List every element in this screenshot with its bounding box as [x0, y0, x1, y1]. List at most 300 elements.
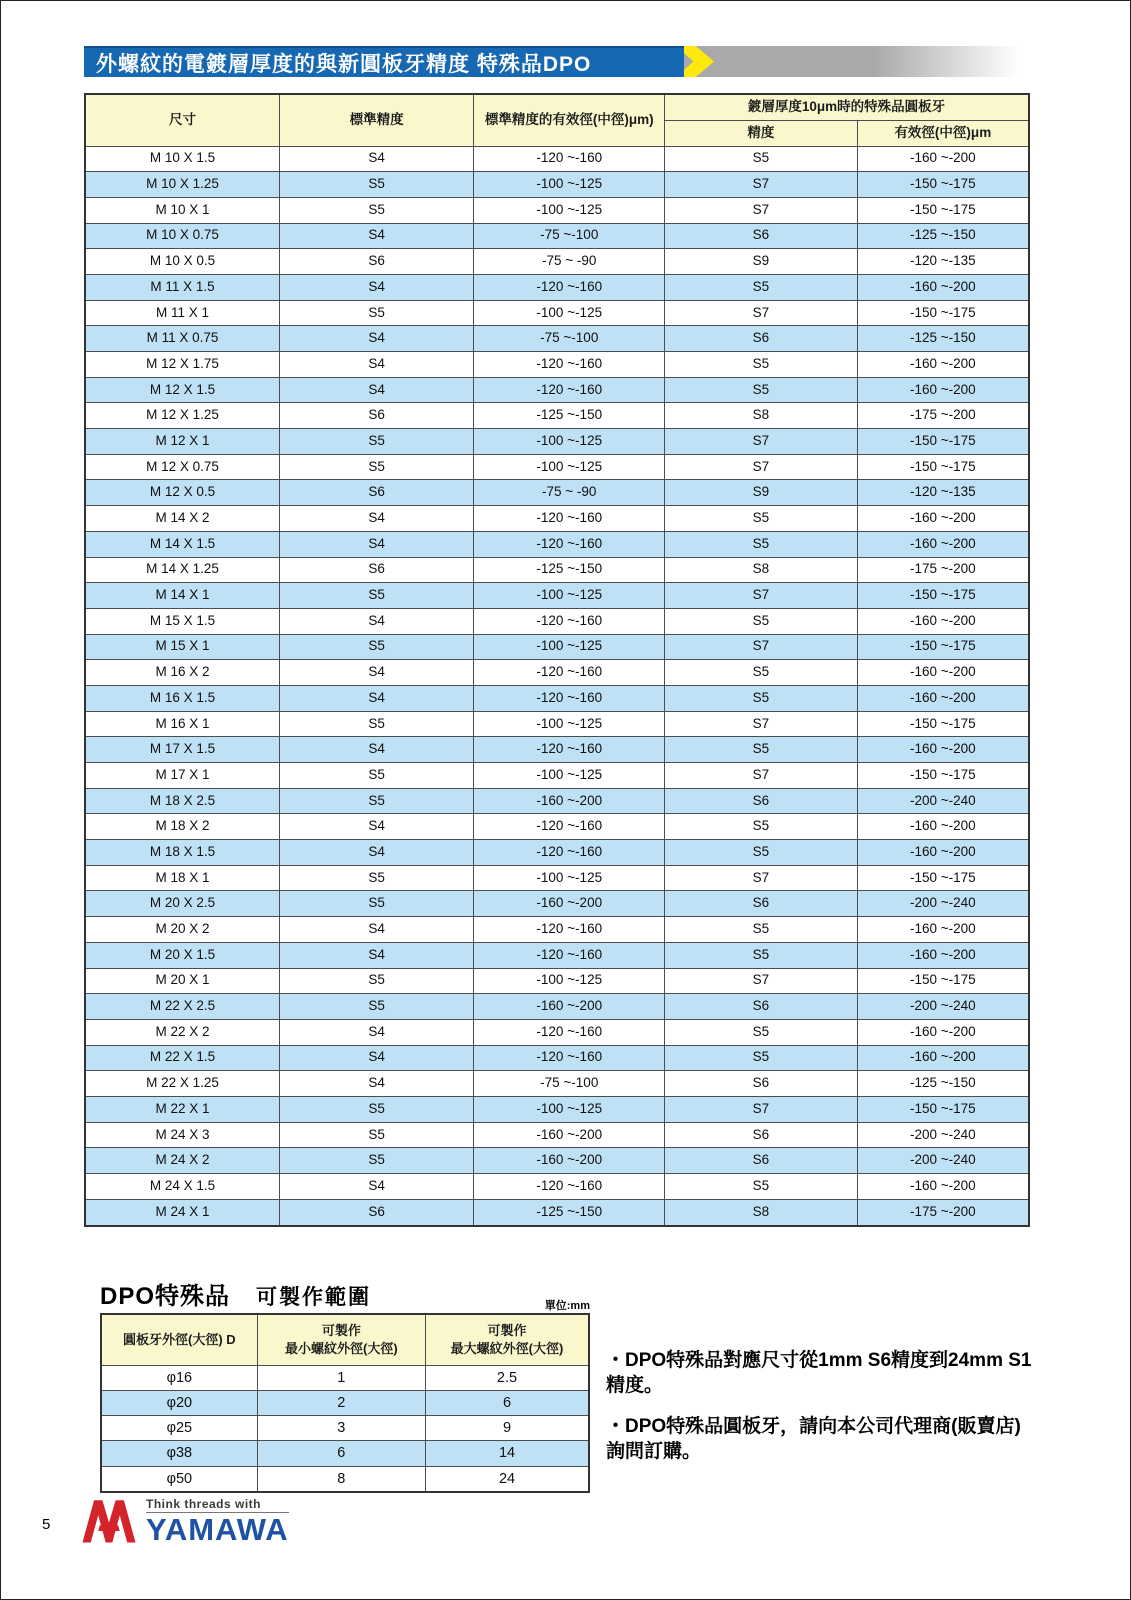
- table-row: [85, 172, 1029, 198]
- std-precision-cell: S4: [279, 223, 473, 249]
- sp-range-cell: -150 ~-175: [857, 711, 1029, 737]
- max-od-cell: 24: [426, 1466, 589, 1492]
- std-precision-cell: S5: [279, 891, 473, 917]
- sp-precision-cell: S6: [665, 1148, 858, 1174]
- table-row: [101, 1391, 589, 1416]
- sp-precision-cell: S7: [665, 968, 858, 994]
- sp-range-cell: -160 ~-200: [857, 1174, 1029, 1200]
- die-od-cell: φ38: [101, 1441, 257, 1466]
- sp-precision-cell: S6: [665, 891, 858, 917]
- sp-precision-cell: S5: [665, 942, 858, 968]
- size-cell: M 10 X 1.5: [85, 146, 279, 172]
- dpo-title-sub: 可製作範圍: [256, 1286, 372, 1309]
- table-row: [101, 1416, 589, 1441]
- sp-precision-cell: S7: [665, 865, 858, 891]
- table-row: [85, 1174, 1029, 1200]
- std-range-cell: -100 ~-125: [474, 763, 665, 789]
- min-od-cell: 8: [257, 1466, 425, 1492]
- std-range-cell: -120 ~-160: [474, 660, 665, 686]
- note-text: ・DPO特殊品對應尺寸從1mm S6精度到24mm S1精度。: [606, 1350, 1032, 1397]
- table-row: [85, 660, 1029, 686]
- header-sp-range: 有效徑(中徑)μm: [857, 120, 1029, 146]
- sp-precision-cell: S7: [665, 763, 858, 789]
- note-text: ・DPO特殊品圓板牙，請向本公司代理商(販賣店)詢問訂購。: [606, 1416, 1021, 1463]
- sp-precision-cell: S6: [665, 1071, 858, 1097]
- size-cell: M 17 X 1.5: [85, 737, 279, 763]
- size-cell: M 11 X 0.75: [85, 326, 279, 352]
- size-cell: M 24 X 1: [85, 1199, 279, 1226]
- std-range-cell: -75 ~ -90: [474, 249, 665, 275]
- sp-range-cell: -160 ~-200: [857, 531, 1029, 557]
- std-precision-cell: S4: [279, 1071, 473, 1097]
- std-precision-cell: S5: [279, 300, 473, 326]
- size-cell: M 16 X 2: [85, 660, 279, 686]
- header-die-od: 圓板牙外徑(大徑) D: [101, 1314, 257, 1366]
- std-precision-cell: S6: [279, 249, 473, 275]
- sp-precision-cell: S5: [665, 814, 858, 840]
- table-row: [85, 1199, 1029, 1226]
- std-precision-cell: S6: [279, 403, 473, 429]
- table-row: [85, 788, 1029, 814]
- size-cell: M 12 X 0.75: [85, 454, 279, 480]
- sp-range-cell: -120 ~-135: [857, 249, 1029, 275]
- std-range-cell: -75 ~-100: [474, 326, 665, 352]
- header-min-od-line2: 最小螺紋外徑(大徑): [285, 1341, 398, 1356]
- table-row: [101, 1466, 589, 1492]
- dpo-range-table: [100, 1313, 590, 1493]
- sp-range-cell: -160 ~-200: [857, 506, 1029, 532]
- size-cell: M 18 X 2.5: [85, 788, 279, 814]
- sp-precision-cell: S7: [665, 454, 858, 480]
- table-row: [85, 711, 1029, 737]
- sp-range-cell: -160 ~-200: [857, 1019, 1029, 1045]
- size-cell: M 20 X 1.5: [85, 942, 279, 968]
- std-precision-cell: S4: [279, 814, 473, 840]
- die-od-cell: φ20: [101, 1391, 257, 1416]
- table-row: [85, 583, 1029, 609]
- std-precision-cell: S5: [279, 172, 473, 198]
- table-row: [85, 994, 1029, 1020]
- std-precision-cell: S4: [279, 377, 473, 403]
- std-precision-cell: S6: [279, 557, 473, 583]
- sp-range-cell: -160 ~-200: [857, 1045, 1029, 1071]
- std-precision-cell: S4: [279, 685, 473, 711]
- table-row: [85, 608, 1029, 634]
- table-row: [85, 763, 1029, 789]
- std-range-cell: -120 ~-160: [474, 506, 665, 532]
- std-precision-cell: S5: [279, 1122, 473, 1148]
- std-range-cell: -120 ~-160: [474, 917, 665, 943]
- sp-range-cell: -150 ~-175: [857, 197, 1029, 223]
- size-cell: M 11 X 1: [85, 300, 279, 326]
- die-od-cell: φ16: [101, 1366, 257, 1391]
- std-range-cell: -160 ~-200: [474, 891, 665, 917]
- header-max-od: [426, 1314, 589, 1366]
- std-range-cell: -75 ~-100: [474, 1071, 665, 1097]
- sp-range-cell: -160 ~-200: [857, 377, 1029, 403]
- std-precision-cell: S5: [279, 197, 473, 223]
- size-cell: M 10 X 0.5: [85, 249, 279, 275]
- sp-precision-cell: S5: [665, 608, 858, 634]
- sp-precision-cell: S7: [665, 197, 858, 223]
- sp-precision-cell: S6: [665, 326, 858, 352]
- std-range-cell: -160 ~-200: [474, 1148, 665, 1174]
- std-range-cell: -100 ~-125: [474, 172, 665, 198]
- std-range-cell: -120 ~-160: [474, 1045, 665, 1071]
- sp-range-cell: -150 ~-175: [857, 300, 1029, 326]
- table-row: [85, 197, 1029, 223]
- sp-precision-cell: S9: [665, 249, 858, 275]
- header-size: 尺寸: [85, 94, 279, 146]
- std-precision-cell: S4: [279, 146, 473, 172]
- table-row: [85, 737, 1029, 763]
- table-row: [85, 1096, 1029, 1122]
- plating-precision-table: [84, 93, 1030, 1227]
- sp-precision-cell: S5: [665, 685, 858, 711]
- std-range-cell: -120 ~-160: [474, 377, 665, 403]
- sp-precision-cell: S7: [665, 634, 858, 660]
- sp-precision-cell: S7: [665, 300, 858, 326]
- std-precision-cell: S5: [279, 583, 473, 609]
- size-cell: M 14 X 2: [85, 506, 279, 532]
- size-cell: M 22 X 1.25: [85, 1071, 279, 1097]
- table-row: [85, 326, 1029, 352]
- sp-precision-cell: S5: [665, 506, 858, 532]
- size-cell: M 18 X 1.5: [85, 840, 279, 866]
- table-row: [85, 917, 1029, 943]
- sp-range-cell: -200 ~-240: [857, 788, 1029, 814]
- sp-range-cell: -160 ~-200: [857, 917, 1029, 943]
- std-range-cell: -100 ~-125: [474, 583, 665, 609]
- sp-range-cell: -150 ~-175: [857, 763, 1029, 789]
- min-od-cell: 2: [257, 1391, 425, 1416]
- std-range-cell: -120 ~-160: [474, 942, 665, 968]
- std-precision-cell: S5: [279, 454, 473, 480]
- yamawa-mark-icon: [80, 1497, 138, 1545]
- table-row: [85, 429, 1029, 455]
- die-od-cell: φ25: [101, 1416, 257, 1441]
- sp-range-cell: -160 ~-200: [857, 840, 1029, 866]
- sp-precision-cell: S8: [665, 1199, 858, 1226]
- size-cell: M 14 X 1: [85, 583, 279, 609]
- size-cell: M 22 X 1: [85, 1096, 279, 1122]
- size-cell: M 18 X 2: [85, 814, 279, 840]
- size-cell: M 15 X 1: [85, 634, 279, 660]
- table-row: [85, 1045, 1029, 1071]
- page-number: 5: [42, 1516, 51, 1533]
- table-row: [85, 454, 1029, 480]
- sp-precision-cell: S7: [665, 1096, 858, 1122]
- sp-precision-cell: S5: [665, 737, 858, 763]
- table-row: [85, 480, 1029, 506]
- sp-precision-cell: S5: [665, 146, 858, 172]
- size-cell: M 14 X 1.5: [85, 531, 279, 557]
- table-row: [101, 1366, 589, 1391]
- table-row: [85, 1071, 1029, 1097]
- header-special-group: 鍍層厚度10μm時的特殊品圓板牙: [665, 94, 1029, 120]
- std-range-cell: -125 ~-150: [474, 403, 665, 429]
- sp-range-cell: -150 ~-175: [857, 1096, 1029, 1122]
- logo-text-block: [146, 1498, 289, 1545]
- size-cell: M 20 X 2: [85, 917, 279, 943]
- sp-precision-cell: S5: [665, 531, 858, 557]
- std-precision-cell: S4: [279, 660, 473, 686]
- sp-precision-cell: S7: [665, 711, 858, 737]
- table-row: [85, 249, 1029, 275]
- sp-precision-cell: S5: [665, 1019, 858, 1045]
- std-range-cell: -120 ~-160: [474, 814, 665, 840]
- sp-precision-cell: S9: [665, 480, 858, 506]
- plating-precision-table-header: [85, 94, 1029, 146]
- sp-precision-cell: S5: [665, 660, 858, 686]
- table-row: [85, 403, 1029, 429]
- sp-precision-cell: S8: [665, 403, 858, 429]
- sp-range-cell: -200 ~-240: [857, 1122, 1029, 1148]
- table-row: [85, 1148, 1029, 1174]
- std-range-cell: -120 ~-160: [474, 531, 665, 557]
- sp-precision-cell: S5: [665, 1045, 858, 1071]
- page-title: [84, 46, 684, 77]
- size-cell: M 20 X 1: [85, 968, 279, 994]
- header-min-od-line1: 可製作: [321, 1323, 361, 1339]
- std-precision-cell: S5: [279, 1096, 473, 1122]
- std-range-cell: -120 ~-160: [474, 737, 665, 763]
- sp-range-cell: -160 ~-200: [857, 814, 1029, 840]
- std-precision-cell: S4: [279, 608, 473, 634]
- unit-label: 單位:mm: [544, 1300, 590, 1312]
- std-precision-cell: S5: [279, 865, 473, 891]
- table-row: [85, 146, 1029, 172]
- table-row: [85, 377, 1029, 403]
- header-max-od-line2: 最大螺紋外徑(大徑): [450, 1341, 564, 1356]
- min-od-cell: 6: [257, 1441, 425, 1466]
- sp-precision-cell: S6: [665, 1122, 858, 1148]
- std-range-cell: -120 ~-160: [474, 1174, 665, 1200]
- std-range-cell: -100 ~-125: [474, 1096, 665, 1122]
- std-range-cell: -100 ~-125: [474, 197, 665, 223]
- table-row: [101, 1441, 589, 1466]
- sp-range-cell: -160 ~-200: [857, 274, 1029, 300]
- size-cell: M 24 X 1.5: [85, 1174, 279, 1200]
- std-precision-cell: S4: [279, 1174, 473, 1200]
- table-row: [85, 942, 1029, 968]
- logo-tagline: Think threads with: [146, 1498, 289, 1513]
- sp-range-cell: -160 ~-200: [857, 942, 1029, 968]
- size-cell: M 12 X 1.5: [85, 377, 279, 403]
- std-range-cell: -100 ~-125: [474, 300, 665, 326]
- table-row: [85, 274, 1029, 300]
- sp-precision-cell: S7: [665, 583, 858, 609]
- sp-precision-cell: S7: [665, 172, 858, 198]
- table-row: [85, 352, 1029, 378]
- table-row: [85, 840, 1029, 866]
- std-range-cell: -100 ~-125: [474, 865, 665, 891]
- std-precision-cell: S5: [279, 711, 473, 737]
- min-od-cell: 1: [257, 1366, 425, 1391]
- size-cell: M 15 X 1.5: [85, 608, 279, 634]
- size-cell: M 12 X 1.25: [85, 403, 279, 429]
- header-min-od: [257, 1314, 425, 1366]
- std-range-cell: -125 ~-150: [474, 557, 665, 583]
- die-od-cell: φ50: [101, 1466, 257, 1492]
- dpo-notes: [606, 1348, 1036, 1480]
- sp-range-cell: -125 ~-150: [857, 223, 1029, 249]
- std-precision-cell: S4: [279, 1019, 473, 1045]
- sp-range-cell: -200 ~-240: [857, 891, 1029, 917]
- std-precision-cell: S4: [279, 840, 473, 866]
- std-range-cell: -100 ~-125: [474, 429, 665, 455]
- sp-precision-cell: S5: [665, 274, 858, 300]
- sp-range-cell: -150 ~-175: [857, 865, 1029, 891]
- std-precision-cell: S5: [279, 634, 473, 660]
- sp-range-cell: -160 ~-200: [857, 737, 1029, 763]
- sp-range-cell: -160 ~-200: [857, 685, 1029, 711]
- min-od-cell: 3: [257, 1416, 425, 1441]
- sp-range-cell: -150 ~-175: [857, 968, 1029, 994]
- table-row: [85, 814, 1029, 840]
- sp-range-cell: -150 ~-175: [857, 454, 1029, 480]
- max-od-cell: 6: [426, 1391, 589, 1416]
- table-row: [85, 223, 1029, 249]
- sp-range-cell: -160 ~-200: [857, 146, 1029, 172]
- sp-precision-cell: S6: [665, 788, 858, 814]
- title-banner: [84, 46, 1030, 77]
- std-precision-cell: S5: [279, 968, 473, 994]
- size-cell: M 10 X 1.25: [85, 172, 279, 198]
- sp-precision-cell: S5: [665, 352, 858, 378]
- table-row: [85, 1019, 1029, 1045]
- dpo-title-main: DPO特殊品: [100, 1283, 231, 1310]
- std-range-cell: -120 ~-160: [474, 685, 665, 711]
- header-sp-precision: 精度: [665, 120, 858, 146]
- size-cell: M 22 X 2.5: [85, 994, 279, 1020]
- sp-range-cell: -175 ~-200: [857, 1199, 1029, 1226]
- std-range-cell: -120 ~-160: [474, 840, 665, 866]
- table-row: [85, 1122, 1029, 1148]
- std-precision-cell: S6: [279, 1199, 473, 1226]
- std-range-cell: -75 ~-100: [474, 223, 665, 249]
- size-cell: M 18 X 1: [85, 865, 279, 891]
- std-precision-cell: S4: [279, 274, 473, 300]
- std-range-cell: -120 ~-160: [474, 608, 665, 634]
- sp-range-cell: -150 ~-175: [857, 634, 1029, 660]
- sp-range-cell: -200 ~-240: [857, 1148, 1029, 1174]
- sp-range-cell: -160 ~-200: [857, 352, 1029, 378]
- size-cell: M 10 X 1: [85, 197, 279, 223]
- std-range-cell: -100 ~-125: [474, 711, 665, 737]
- sp-range-cell: -200 ~-240: [857, 994, 1029, 1020]
- std-precision-cell: S4: [279, 737, 473, 763]
- table-row: [85, 506, 1029, 532]
- size-cell: M 12 X 0.5: [85, 480, 279, 506]
- size-cell: M 12 X 1.75: [85, 352, 279, 378]
- size-cell: M 22 X 1.5: [85, 1045, 279, 1071]
- std-precision-cell: S4: [279, 326, 473, 352]
- sp-precision-cell: S6: [665, 223, 858, 249]
- sp-range-cell: -125 ~-150: [857, 1071, 1029, 1097]
- size-cell: M 12 X 1: [85, 429, 279, 455]
- std-precision-cell: S4: [279, 531, 473, 557]
- yamawa-logo: [80, 1497, 289, 1545]
- size-cell: M 10 X 0.75: [85, 223, 279, 249]
- sp-precision-cell: S6: [665, 994, 858, 1020]
- std-range-cell: -100 ~-125: [474, 968, 665, 994]
- std-range-cell: -75 ~ -90: [474, 480, 665, 506]
- sp-precision-cell: S5: [665, 377, 858, 403]
- max-od-cell: 14: [426, 1441, 589, 1466]
- std-precision-cell: S5: [279, 763, 473, 789]
- header-max-od-line1: 可製作: [487, 1323, 527, 1339]
- table-row: [85, 557, 1029, 583]
- table-row: [85, 300, 1029, 326]
- size-cell: M 17 X 1: [85, 763, 279, 789]
- max-od-cell: 9: [426, 1416, 589, 1441]
- std-precision-cell: S5: [279, 429, 473, 455]
- table-row: [85, 968, 1029, 994]
- table-row: [85, 891, 1029, 917]
- std-range-cell: -100 ~-125: [474, 634, 665, 660]
- size-cell: M 24 X 3: [85, 1122, 279, 1148]
- sp-precision-cell: S7: [665, 429, 858, 455]
- size-cell: M 16 X 1: [85, 711, 279, 737]
- std-range-cell: -120 ~-160: [474, 352, 665, 378]
- logo-name: YAMAWA: [146, 1512, 289, 1547]
- std-precision-cell: S4: [279, 1045, 473, 1071]
- plating-precision-table-body: [85, 146, 1029, 1226]
- size-cell: M 16 X 1.5: [85, 685, 279, 711]
- sp-precision-cell: S8: [665, 557, 858, 583]
- sp-range-cell: -160 ~-200: [857, 660, 1029, 686]
- sp-precision-cell: S5: [665, 1174, 858, 1200]
- std-range-cell: -160 ~-200: [474, 788, 665, 814]
- size-cell: M 14 X 1.25: [85, 557, 279, 583]
- sp-range-cell: -125 ~-150: [857, 326, 1029, 352]
- dpo-range-table-header: [101, 1314, 589, 1366]
- std-range-cell: -160 ~-200: [474, 1122, 665, 1148]
- std-precision-cell: S4: [279, 917, 473, 943]
- std-precision-cell: S6: [279, 480, 473, 506]
- std-range-cell: -120 ~-160: [474, 274, 665, 300]
- std-range-cell: -125 ~-150: [474, 1199, 665, 1226]
- sp-range-cell: -150 ~-175: [857, 583, 1029, 609]
- std-range-cell: -160 ~-200: [474, 994, 665, 1020]
- std-precision-cell: S5: [279, 994, 473, 1020]
- size-cell: M 22 X 2: [85, 1019, 279, 1045]
- sp-range-cell: -150 ~-175: [857, 172, 1029, 198]
- dpo-range-table-body: [101, 1366, 589, 1493]
- sp-range-cell: -160 ~-200: [857, 608, 1029, 634]
- size-cell: M 20 X 2.5: [85, 891, 279, 917]
- sp-range-cell: -150 ~-175: [857, 429, 1029, 455]
- header-std-range: 標準精度的有效徑(中徑)μm): [474, 94, 665, 146]
- sp-precision-cell: S5: [665, 840, 858, 866]
- table-row: [85, 865, 1029, 891]
- std-precision-cell: S5: [279, 1148, 473, 1174]
- std-range-cell: -120 ~-160: [474, 1019, 665, 1045]
- std-precision-cell: S5: [279, 788, 473, 814]
- table-row: [85, 531, 1029, 557]
- table-row: [85, 685, 1029, 711]
- sp-range-cell: -175 ~-200: [857, 557, 1029, 583]
- std-range-cell: -120 ~-160: [474, 146, 665, 172]
- sp-range-cell: -175 ~-200: [857, 403, 1029, 429]
- std-precision-cell: S4: [279, 506, 473, 532]
- title-gray-tail: [682, 46, 1030, 77]
- size-cell: M 11 X 1.5: [85, 274, 279, 300]
- max-od-cell: 2.5: [426, 1366, 589, 1391]
- header-std-precision: 標準精度: [279, 94, 473, 146]
- std-precision-cell: S4: [279, 942, 473, 968]
